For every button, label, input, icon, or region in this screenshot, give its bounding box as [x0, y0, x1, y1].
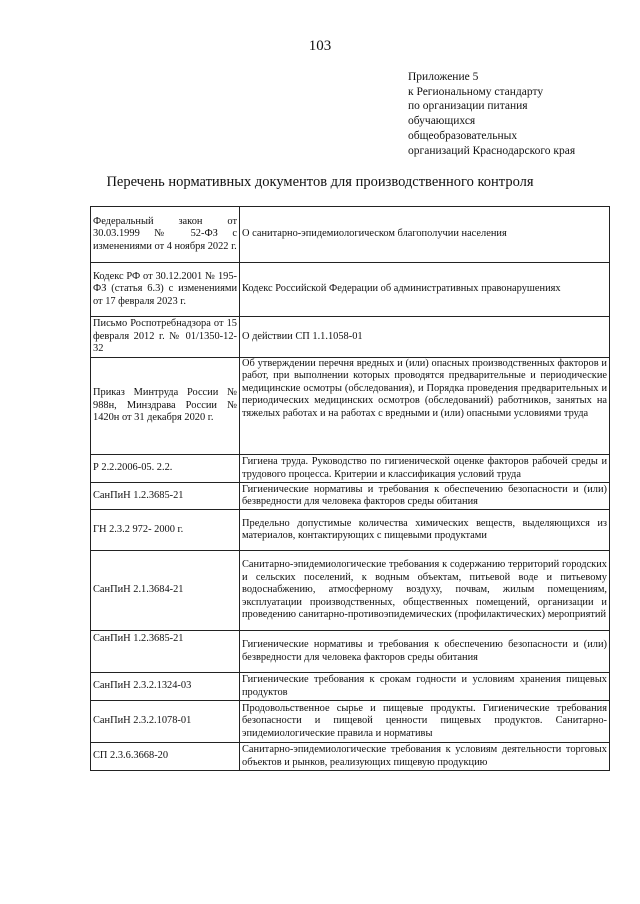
doc-cell: СанПиН 1.2.3685-21 — [91, 631, 240, 673]
table-row — [91, 455, 610, 483]
appendix-line: Приложение 5 — [408, 71, 479, 83]
doc-cell: ГН 2.3.2 972- 2000 г. — [91, 510, 240, 551]
description-cell: Продовольственное сырье и пищевые продукты. Гигиенические требования безопасности и пищевой ценности пищевых продуктов. Санитарно-эпидемиологические правила и нормативы — [240, 701, 610, 743]
table-row — [91, 743, 610, 771]
appendix-line: общеобразовательных — [408, 129, 518, 142]
appendix-header — [408, 70, 575, 158]
table-row — [91, 207, 610, 263]
document-title: Перечень нормативных документов для производственного контроля — [106, 174, 534, 190]
doc-cell: СанПиН 2.3.2.1324-03 — [91, 673, 240, 701]
description-cell: Санитарно-эпидемиологические требования к содержанию территорий городских и сельских поселений, к водным объектам, питьевой воде и питьевому водоснабжению, атмосферному воздуху, почвам, жилым помещениям, эксплуатации производственных, общественных помещений, организации и проведению санитарно-противоэпидемических (профилактических) мероприятий — [240, 551, 610, 631]
regulations-table — [90, 206, 610, 771]
description-cell: Гигиенические нормативы и требования к обеспечению безопасности и (или) безвредности для человека факторов среды обитания — [240, 631, 610, 673]
table-row — [91, 701, 610, 743]
table-row — [91, 358, 610, 455]
description-cell: Об утверждении перечня вредных и (или) опасных производственных факторов и работ, при выполнении которых проводятся предварительные и периодические медицинские осмотры (обследования), и Порядка проведения предварительных и периодических медицинских осмотров (обследований) работников, занятых на тяжелых работах и на работах с вредными и (или) опасными условиями труда — [240, 358, 610, 455]
table-row — [91, 510, 610, 551]
table-row — [91, 631, 610, 673]
doc-cell: Кодекс РФ от 30.12.2001 № 195-ФЗ (статья 6.3) с изменениями от 17 февраля 2023 г. — [91, 263, 240, 317]
table-row — [91, 673, 610, 701]
appendix-line: к Региональному стандарту — [408, 85, 544, 98]
description-cell: Гигиенические требования к срокам годности и условиям хранения пищевых продуктов — [240, 673, 610, 701]
doc-cell: СанПиН 2.3.2.1078-01 — [91, 701, 240, 743]
table-row — [91, 317, 610, 358]
doc-cell: Р 2.2.2006-05. 2.2. — [91, 455, 240, 483]
description-cell: Предельно допустимые количества химических веществ, выделяющихся из материалов, контактирующих с пищевыми продуктами — [240, 510, 610, 551]
doc-cell: СанПиН 2.1.3684-21 — [91, 551, 240, 631]
table-row — [91, 483, 610, 510]
description-cell: Гигиенические нормативы и требования к обеспечению безопасности и (или) безвредности для человека факторов среды обитания — [240, 483, 610, 510]
appendix-line: обучающихся — [408, 115, 476, 128]
page-number: 103 — [308, 38, 332, 54]
doc-cell: Федеральный закон от 30.03.1999 № 52-ФЗ с изменениями от 4 ноября 2022 г. — [91, 207, 240, 263]
doc-cell: Письмо Роспотребнадзора от 15 февраля 2012 г. № 01/1350-12-32 — [91, 317, 240, 358]
description-cell: Санитарно-эпидемиологические требования к условиям деятельности торговых объектов и рынков, реализующих пищевую продукцию — [240, 743, 610, 771]
doc-cell: Приказ Минтруда России № 988н, Минздрава России № 1420н от 31 декабря 2020 г. — [91, 358, 240, 455]
description-cell: О действии СП 1.1.1058-01 — [240, 317, 610, 358]
description-cell: О санитарно-эпидемиологическом благополучии населения — [240, 207, 610, 263]
table-row — [91, 263, 610, 317]
table-row — [91, 551, 610, 631]
doc-cell: СанПиН 1.2.3685-21 — [91, 483, 240, 510]
description-cell: Гигиена труда. Руководство по гигиенической оценке факторов рабочей среды и трудового процесса. Критерии и классификация условий труда — [240, 455, 610, 483]
description-cell: Кодекс Российской Федерации об административных правонарушениях — [240, 263, 610, 317]
doc-cell: СП 2.3.6.3668-20 — [91, 743, 240, 771]
appendix-line: организаций Краснодарского края — [408, 144, 576, 157]
appendix-line: по организации питания — [408, 100, 528, 113]
